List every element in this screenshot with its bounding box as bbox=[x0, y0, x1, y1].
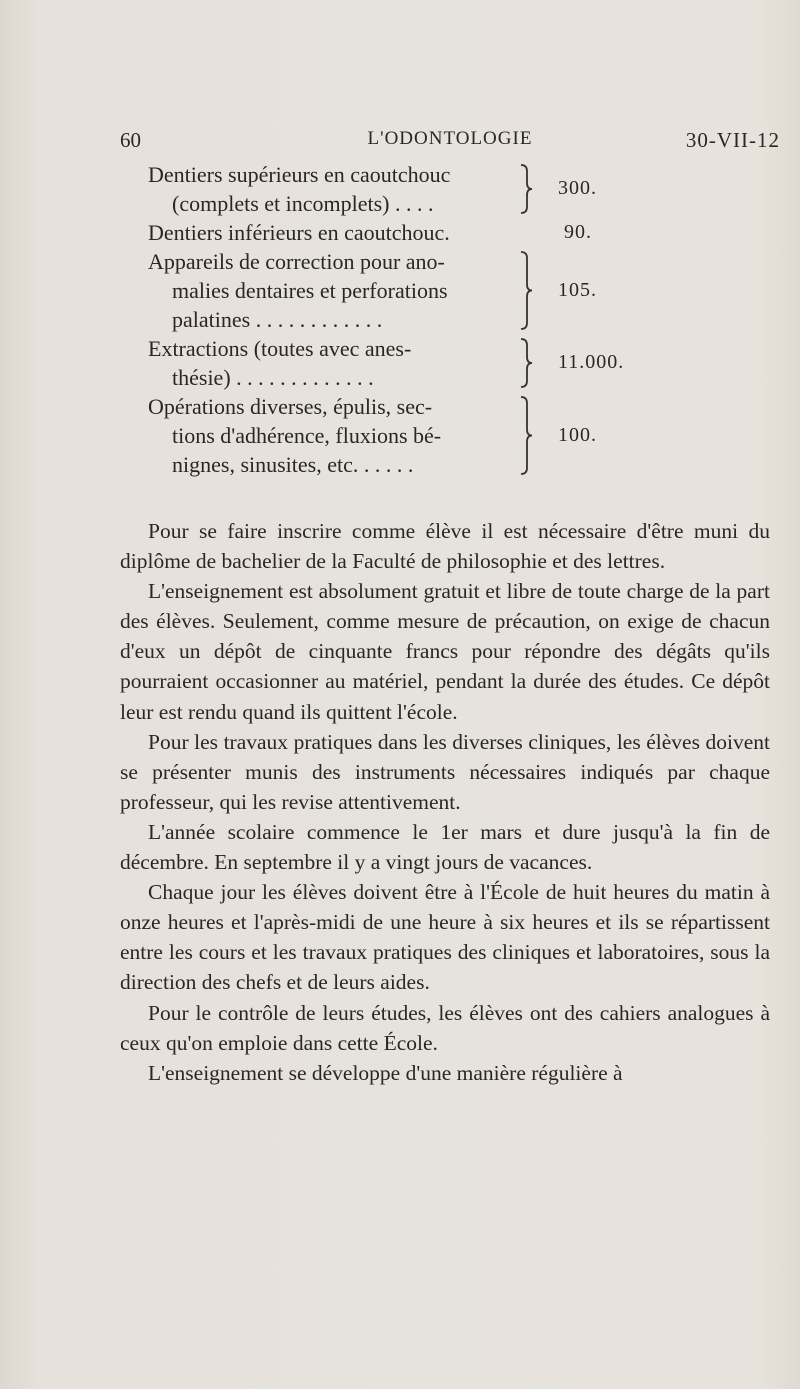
list-item bbox=[120, 392, 780, 479]
list-item bbox=[120, 218, 780, 247]
list-item-line: Extractions (toutes avec anes- bbox=[148, 336, 412, 361]
brace-icon bbox=[518, 250, 534, 331]
list-item-value: 90. bbox=[564, 221, 592, 243]
list-item-line: Appareils de correction pour ano- bbox=[148, 249, 445, 274]
list-item bbox=[120, 334, 780, 392]
list-item bbox=[120, 160, 780, 218]
paragraph: Chaque jour les élèves doivent être à l'École de huit heures du matin à onze heures et l'après-midi de une heure à six heures et ils se répartissent entre les cours et les travaux pratiques des cliniques et laboratoires, sous la direction des chefs et de leurs aides. bbox=[120, 880, 770, 995]
list-item-value: 300. bbox=[558, 177, 597, 199]
paragraph: L'enseignement se développe d'une manière régulière à bbox=[148, 1060, 623, 1085]
list-item-line: thésie) . . . . . . . . . . . . . bbox=[172, 365, 374, 390]
body-text bbox=[120, 516, 770, 1088]
brace-icon bbox=[518, 395, 534, 476]
list-item-line: (complets et incomplets) . . . . bbox=[172, 191, 434, 216]
paragraph: L'année scolaire commence le 1er mars et dure jusqu'à la fin de décembre. En septembre il y a vingt jours de vacances. bbox=[120, 819, 770, 875]
list-item bbox=[120, 247, 780, 334]
brace-icon bbox=[518, 337, 534, 389]
list-item-value: 100. bbox=[558, 423, 597, 446]
paragraph: L'enseignement est absolument gratuit et libre de toute charge de la part des élèves. Seulement, comme mesure de précaution, on exige de chacun d'eux un dépôt de cinquante francs pour répondre des dégâts qu'ils pourraient occasionner au matériel, pendant la durée des études. Ce dépôt leur est rendu quand ils quittent l'école. bbox=[120, 579, 770, 724]
list-item-line: Dentiers inférieurs en caoutchouc. bbox=[148, 220, 450, 245]
list-item-line: Dentiers supérieurs en caoutchouc bbox=[148, 162, 451, 187]
page-number: 60 bbox=[120, 128, 141, 152]
paragraph: Pour les travaux pratiques dans les diverses cliniques, les élèves doivent se présenter munis des instruments nécessaires indiqués par chaque professeur, qui les revise attentivement. bbox=[120, 729, 770, 814]
list-item-line: Opérations diverses, épulis, sec- bbox=[148, 394, 433, 419]
list-item-value: 11.000. bbox=[558, 351, 625, 373]
price-list bbox=[120, 160, 780, 479]
paragraph: Pour se faire inscrire comme élève il est nécessaire d'être muni du diplôme de bachelier de la Faculté de philosophie et des lettres. bbox=[120, 519, 770, 574]
journal-title: L'ODONTOLOGIE bbox=[367, 128, 533, 149]
brace-icon bbox=[518, 163, 534, 215]
paragraph: Pour le contrôle de leurs études, les élèves ont des cahiers analogues à ceux qu'on emploie dans cette École. bbox=[120, 1000, 770, 1055]
list-item-line: palatines . . . . . . . . . . . . bbox=[172, 307, 383, 332]
list-item-value: 105. bbox=[558, 278, 597, 301]
running-header bbox=[120, 128, 780, 158]
list-item-line: tions d'adhérence, fluxions bé- bbox=[172, 423, 442, 448]
list-item-line: nignes, sinusites, etc. . . . . . bbox=[172, 452, 414, 477]
issue-date: 30-VII-12 bbox=[685, 128, 780, 152]
list-item-line: malies dentaires et perforations bbox=[172, 278, 448, 303]
